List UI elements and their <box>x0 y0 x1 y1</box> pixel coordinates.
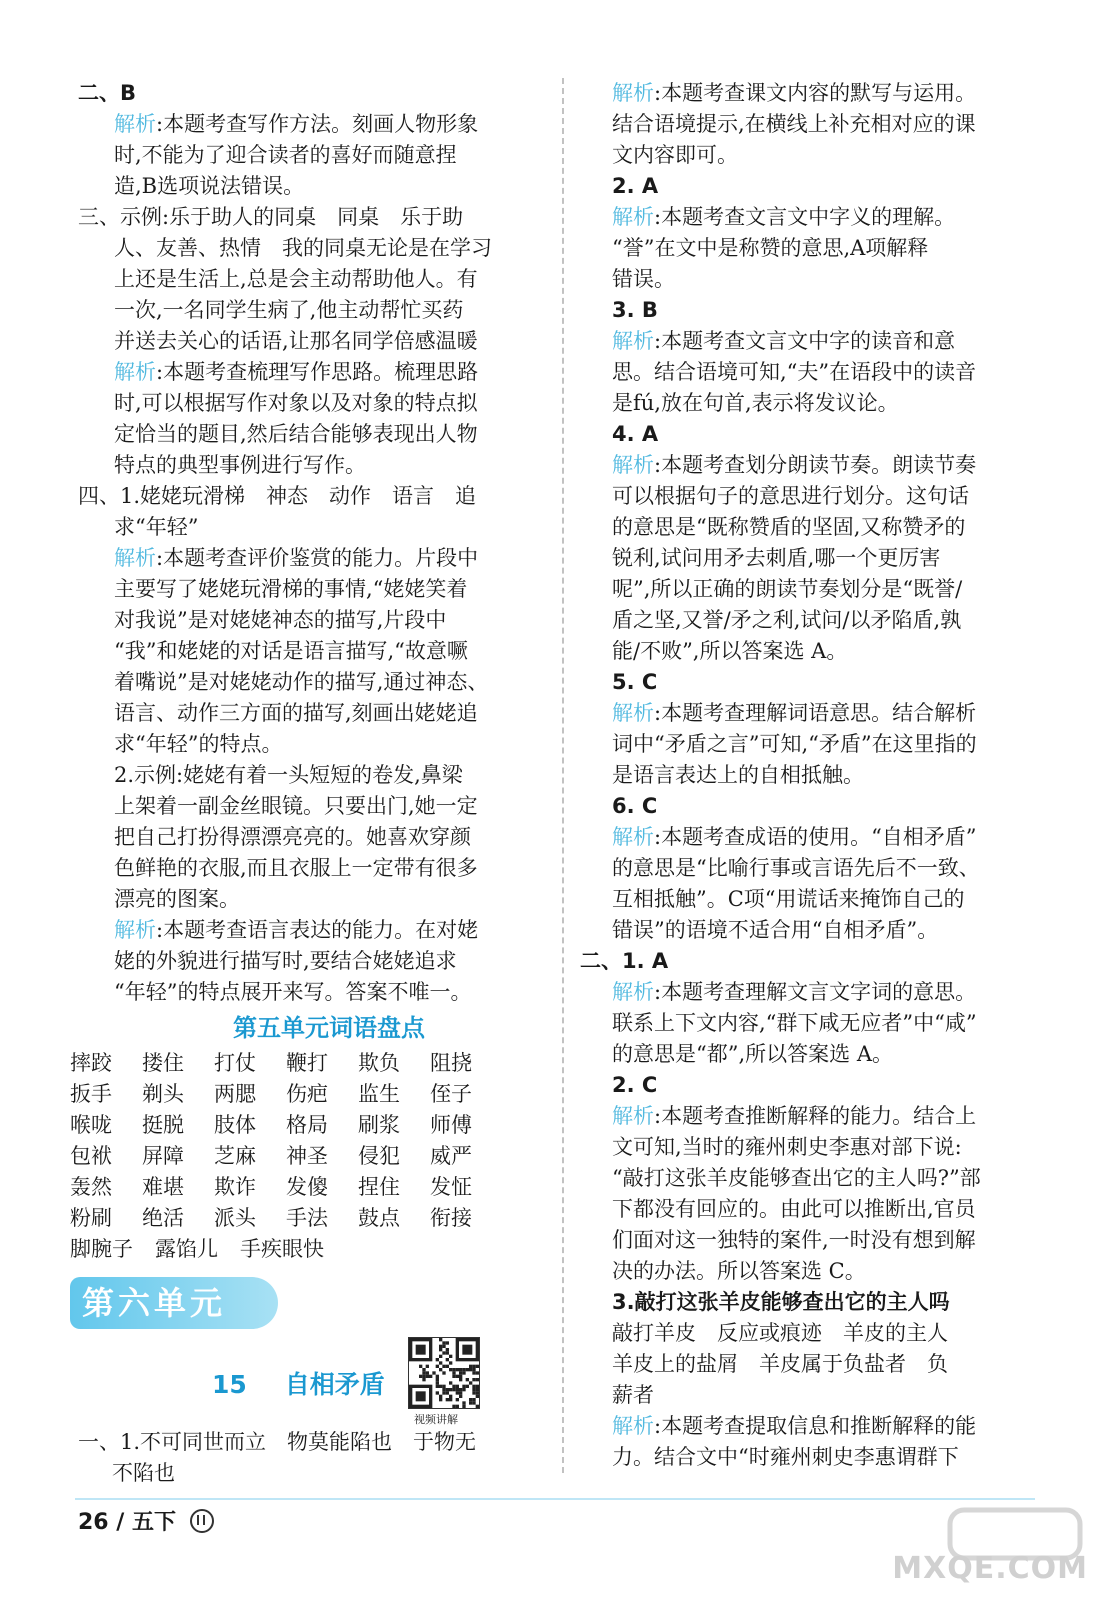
wordbank-row <box>70 1048 540 1079</box>
right-line-11: 4. A <box>612 422 659 446</box>
wordbank-word: 搂住 <box>142 1051 184 1075</box>
right-line-0: 解析:本题考查课文内容的默写与运用。 <box>612 81 977 105</box>
left-line-25: 色鲜艳的衣服,而且衣服上一定带有很多 <box>114 856 478 880</box>
wordbank-word: 伤疤 <box>286 1082 328 1106</box>
watermark-text: MXQE.COM <box>892 1551 1088 1586</box>
left-line-13: 四、1.姥姥玩滑梯 神态 动作 语言 追 <box>78 484 477 508</box>
right-line-39: 3.敲打这张羊皮能够查出它的主人吗 <box>612 1290 950 1314</box>
wordbank-row <box>70 1079 540 1110</box>
right-line-21: 词中“矛盾之言”可知,“矛盾”在这里指的 <box>612 732 977 756</box>
wordbank-word: 刷浆 <box>358 1113 400 1137</box>
right-line-15: 锐利,试问用矛去刺盾,哪一个更厉害 <box>612 546 941 570</box>
right-line-40: 敲打羊皮 反应或痕迹 羊皮的主人 <box>612 1321 948 1345</box>
wordbank-row <box>70 1234 540 1265</box>
wordbank-word: 衔接 <box>430 1206 472 1230</box>
right-line-5: “誉”在文中是称赞的意思,A项解释 <box>612 236 929 260</box>
right-line-17: 盾之坚,又誉/矛之利,试问/以矛陷盾,孰 <box>612 608 962 632</box>
left-line-21: 求“年轻”的特点。 <box>114 732 283 756</box>
analysis-tag: 解析 <box>114 112 156 136</box>
left-line-24: 把自己打扮得漂漂亮亮的。她喜欢穿颜 <box>114 825 471 849</box>
right-line-24: 解析:本题考查成语的使用。“自相矛盾” <box>612 825 977 849</box>
wordbank-word: 鼓点 <box>358 1206 400 1230</box>
right-line-34: 文可知,当时的雍州刺史李惠对部下说: <box>612 1135 962 1159</box>
wordbank-word: 轰然 <box>70 1175 112 1199</box>
right-line-16: 呢”,所以正确的朗读节奏划分是“既誉/ <box>612 577 963 601</box>
left-tail-line-1: 不陷也 <box>112 1461 175 1485</box>
grade-label: 五下 <box>132 1510 177 1535</box>
right-line-2: 文内容即可。 <box>612 143 738 167</box>
left-line-0: 二、B <box>78 81 137 105</box>
right-line-8: 解析:本题考查文言文中字的读音和意 <box>612 329 956 353</box>
left-line-15: 解析:本题考查评价鉴赏的能力。片段中 <box>114 546 479 570</box>
left-column <box>70 78 540 1489</box>
left-line-11: 定恰当的题目,然后结合能够表现出人物 <box>114 422 478 446</box>
right-line-33: 解析:本题考查推断解释的能力。结合上 <box>612 1104 977 1128</box>
wordbank-word: 鞭打 <box>286 1051 328 1075</box>
page-footer <box>78 1505 214 1536</box>
wordbank-word: 侄子 <box>430 1082 472 1106</box>
wordbank-word: 肢体 <box>214 1113 256 1137</box>
wordbank-row <box>70 1141 540 1172</box>
right-line-18: 能/不败”,所以答案选 A。 <box>612 639 848 663</box>
wordbank-word: 监生 <box>358 1082 400 1106</box>
page-sep: / <box>116 1510 125 1535</box>
right-line-41: 羊皮上的盐屑 羊皮属于负盐者 负 <box>612 1352 948 1376</box>
wordbank-row <box>70 1110 540 1141</box>
right-line-26: 互相抵触”。C项“用谎话来掩饰自己的 <box>612 887 965 911</box>
left-line-9: 解析:本题考查梳理写作思路。梳理思路 <box>114 360 479 384</box>
wordbank-word: 屏障 <box>142 1144 184 1168</box>
wordbank-word: 打仗 <box>214 1051 256 1075</box>
right-line-10: 是fú,放在句首,表示将发议论。 <box>612 391 899 415</box>
left-tail-line-0: 一、1.不可同世而立 物莫能陷也 于物无 <box>78 1430 477 1454</box>
analysis-tag: 解析 <box>612 701 654 725</box>
left-line-4: 三、示例:乐于助人的同桌 同桌 乐于助 <box>78 205 464 229</box>
right-line-7: 3. B <box>612 298 658 322</box>
wordbank-word: 芝麻 <box>214 1144 256 1168</box>
left-line-2: 时,不能为了迎合读者的喜好而随意捏 <box>114 143 457 167</box>
wordbank-word: 粉刷 <box>70 1206 112 1230</box>
wordbank-word: 难堪 <box>142 1175 184 1199</box>
analysis-tag: 解析 <box>612 825 654 849</box>
left-line-14: 求“年轻” <box>114 515 199 539</box>
right-line-37: 们面对这一独特的案件,一时没有想到解 <box>612 1228 976 1252</box>
edition-icon <box>190 1509 214 1533</box>
wordbank-word: 威严 <box>430 1144 472 1168</box>
wordbank-word: 挺脱 <box>142 1113 184 1137</box>
left-line-22: 2.示例:姥姥有着一头短短的卷发,鼻梁 <box>114 763 463 787</box>
left-line-27: 解析:本题考查语言表达的能力。在对姥 <box>114 918 479 942</box>
right-line-42: 薪者 <box>612 1383 654 1407</box>
unit-banner: 第六单元 <box>70 1277 278 1329</box>
left-line-23: 上架着一副金丝眼镜。只要出门,她一定 <box>114 794 478 818</box>
right-column <box>580 78 1042 1473</box>
lesson-header <box>78 1343 540 1427</box>
right-line-27: 错误”的语境不适合用“自相矛盾”。 <box>612 918 939 942</box>
right-line-20: 解析:本题考查理解词语意思。结合解析 <box>612 701 977 725</box>
analysis-tag: 解析 <box>612 1414 654 1438</box>
qr-code-icon[interactable] <box>408 1337 480 1409</box>
left-line-12: 特点的典型事例进行写作。 <box>114 453 366 477</box>
left-line-10: 时,可以根据写作对象以及对象的特点拟 <box>114 391 478 415</box>
wordbank-word: 脚腕子 <box>70 1237 133 1261</box>
wordbank-word: 师傅 <box>430 1113 472 1137</box>
right-line-6: 错误。 <box>612 267 675 291</box>
left-line-7: 一次,一名同学生病了,他主动帮忙买药 <box>114 298 464 322</box>
left-line-26: 漂亮的图案。 <box>114 887 240 911</box>
right-line-23: 6. C <box>612 794 658 818</box>
wordbank-word: 两腮 <box>214 1082 256 1106</box>
wordbank-word: 包袱 <box>70 1144 112 1168</box>
left-line-8: 并送去关心的话语,让那名同学倍感温暖 <box>114 329 478 353</box>
analysis-tag: 解析 <box>612 453 654 477</box>
left-line-18: “我”和姥姥的对话是语言描写,“故意噘 <box>114 639 468 663</box>
right-line-12: 解析:本题考查划分朗读节奏。朗读节奏 <box>612 453 977 477</box>
wordbank-word: 格局 <box>286 1113 328 1137</box>
left-line-5: 人、友善、热情 我的同桌无论是在学习 <box>114 236 492 260</box>
left-line-17: 对我说”是对姥姥神态的描写,片段中 <box>114 608 447 632</box>
left-line-20: 语言、动作三方面的描写,刻画出姥姥追 <box>114 701 478 725</box>
wordbank-word: 阻挠 <box>430 1051 472 1075</box>
wordbank-word: 欺负 <box>358 1051 400 1075</box>
qr-label: 视频讲解 <box>414 1413 458 1426</box>
wordbank-word: 绝活 <box>142 1206 184 1230</box>
wordbank-row <box>70 1172 540 1203</box>
right-line-3: 2. A <box>612 174 659 198</box>
wordbank-word: 扳手 <box>70 1082 112 1106</box>
analysis-tag: 解析 <box>612 1104 654 1128</box>
analysis-tag: 解析 <box>114 360 156 384</box>
wordbank-word: 发傻 <box>286 1175 328 1199</box>
wordbank-word: 捏住 <box>358 1175 400 1199</box>
wordbank-word: 欺诈 <box>214 1175 256 1199</box>
footer-rule <box>75 1498 1035 1500</box>
wordbank-word: 派头 <box>214 1206 256 1230</box>
right-line-25: 的意思是“比喻行事或言语先后不一致、 <box>612 856 980 880</box>
right-line-22: 是语言表达上的自相抵触。 <box>612 763 864 787</box>
left-line-16: 主要写了姥姥玩滑梯的事情,“姥姥笑着 <box>114 577 468 601</box>
wordbank-word: 发怔 <box>430 1175 472 1199</box>
lesson-name: 自相矛盾 <box>284 1370 385 1399</box>
left-line-28: 姥的外貌进行描写时,要结合姥姥追求 <box>114 949 457 973</box>
right-line-13: 可以根据句子的意思进行划分。这句话 <box>612 484 969 508</box>
right-line-31: 的意思是“都”,所以答案选 A。 <box>612 1042 893 1066</box>
right-line-4: 解析:本题考查文言文中字义的理解。 <box>612 205 956 229</box>
wordbank-word: 神圣 <box>286 1144 328 1168</box>
right-line-1: 结合语境提示,在横线上补充相对应的课 <box>612 112 976 136</box>
left-line-1: 解析:本题考查写作方法。刻画人物形象 <box>114 112 479 136</box>
page-number: 26 <box>78 1510 109 1535</box>
analysis-tag: 解析 <box>612 81 654 105</box>
lesson-number: 15 <box>212 1370 247 1399</box>
wordbank-word: 剃头 <box>142 1082 184 1106</box>
right-line-38: 决的办法。所以答案选 C。 <box>612 1259 866 1283</box>
wordbank-word: 摔跤 <box>70 1051 112 1075</box>
wordbank-word: 喉咙 <box>70 1113 112 1137</box>
analysis-tag: 解析 <box>612 329 654 353</box>
right-line-19: 5. C <box>612 670 658 694</box>
left-line-29: “年轻”的特点展开来写。答案不唯一。 <box>114 980 472 1004</box>
right-line-14: 的意思是“既称赞盾的坚固,又称赞矛的 <box>612 515 966 539</box>
wordbank-row <box>70 1203 540 1234</box>
right-line-28: 二、1. A <box>580 949 669 973</box>
right-line-30: 联系上下文内容,“群下咸无应者”中“咸” <box>612 1011 977 1035</box>
right-line-36: 下都没有回应的。由此可以推断出,官员 <box>612 1197 976 1221</box>
lesson-title <box>212 1365 385 1401</box>
wordbank-word: 手法 <box>286 1206 328 1230</box>
right-line-44: 力。结合文中“时雍州刺史李惠谓群下 <box>612 1445 959 1469</box>
analysis-tag: 解析 <box>612 980 654 1004</box>
left-line-19: 着嘴说”是对姥姥动作的描写,通过神态、 <box>114 670 489 694</box>
right-line-35: “敲打这张羊皮能够查出它的主人吗?”部 <box>612 1166 981 1190</box>
right-line-43: 解析:本题考查提取信息和推断解释的能 <box>612 1414 977 1438</box>
watermark-logo <box>892 1502 1100 1592</box>
right-line-29: 解析:本题考查理解文言文字词的意思。 <box>612 980 977 1004</box>
left-line-6: 上还是生活上,总是会主动帮助他人。有 <box>114 267 478 291</box>
analysis-tag: 解析 <box>114 918 156 942</box>
column-divider <box>562 78 564 1473</box>
left-line-3: 造,B选项说法错误。 <box>114 174 305 198</box>
wordbank-word: 手疾眼快 <box>240 1237 324 1261</box>
wordbank-title: 第五单元词语盘点 <box>233 1014 425 1042</box>
wordbank-word: 侵犯 <box>358 1144 400 1168</box>
analysis-tag: 解析 <box>612 205 654 229</box>
wordbank-word: 露馅儿 <box>155 1237 218 1261</box>
analysis-tag: 解析 <box>114 546 156 570</box>
right-line-32: 2. C <box>612 1073 658 1097</box>
right-line-9: 思。结合语境可知,“夫”在语段中的读音 <box>612 360 977 384</box>
